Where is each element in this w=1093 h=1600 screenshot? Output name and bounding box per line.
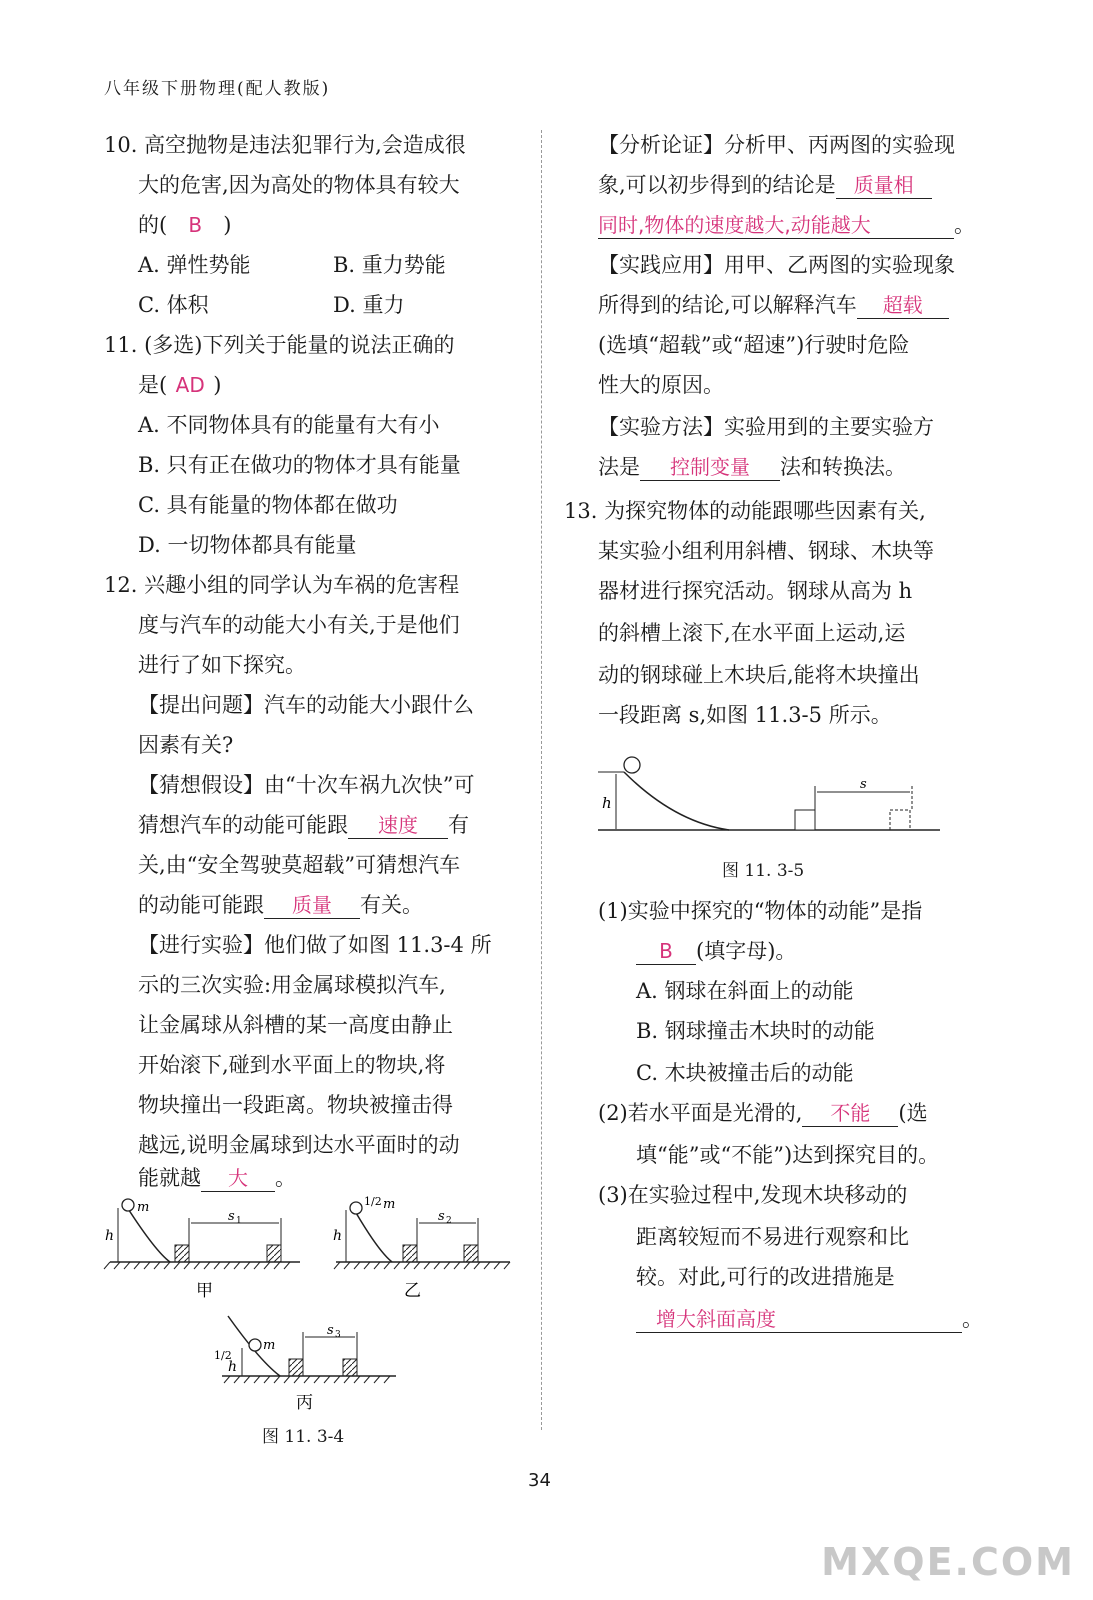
q11-option-a: A. 不同物体具有的能量有大有小 — [138, 413, 440, 437]
q13-part-1-line-1: (1)实验中探究的“物体的动能”是指 — [598, 899, 923, 923]
q12-application-line-2: 所得到的结论,可以解释汽车 超载 — [598, 290, 949, 320]
q11-line-1: 11. (多选)下列关于能量的说法正确的 — [104, 333, 455, 357]
q10-option-d: D. 重力 — [333, 293, 405, 317]
q10-line-1: 10. 高空抛物是违法犯罪行为,会造成很 — [104, 133, 466, 157]
q12-line-14: 物块撞出一段距离。物块被撞击得 — [138, 1093, 453, 1117]
q10-option-b: B. 重力势能 — [333, 253, 446, 277]
q12-line-2: 度与汽车的动能大小有关,于是他们 — [138, 613, 460, 637]
q13-part-2-line-2: 填“能”或“不能”)达到探究目的。 — [636, 1143, 940, 1167]
q12-line-15: 越远,说明金属球到达水平面时的动 — [138, 1133, 460, 1157]
q13-line-6: 一段距离 s,如图 11.3-5 所示。 — [598, 703, 892, 727]
q12-line-10: 【进行实验】他们做了如图 11.3-4 所 — [138, 933, 492, 957]
q12-blank-conclusion-2: 同时,物体的速度越大,动能越大 — [598, 212, 954, 239]
q12-application-line-4: 性大的原因。 — [598, 373, 724, 397]
q13-line-4: 的斜槽上滚下,在水平面上运动,运 — [598, 621, 906, 645]
q12-analysis-line-3: 同时,物体的速度越大,动能越大 。 — [598, 213, 975, 237]
q12-blank-overload: 超载 — [857, 292, 949, 319]
q12-line-13: 开始滚下,碰到水平面上的物块,将 — [138, 1053, 446, 1077]
q12-line-5: 因素有关? — [138, 733, 234, 757]
svg-text:m: m — [383, 1197, 396, 1212]
figure-11-3-4 — [100, 1196, 520, 1446]
wooden-block — [795, 810, 815, 830]
q13-line-3: 器材进行探究活动。钢球从高为 h — [598, 579, 913, 603]
svg-text:2: 2 — [446, 1216, 452, 1226]
q12-line-7: 猜想汽车的动能可能跟 速度 有 — [138, 813, 469, 837]
q12-line-3: 进行了如下探究。 — [138, 653, 306, 677]
q13-line-5: 动的钢球碰上木块后,能将木块撞出 — [598, 663, 920, 687]
q12-analysis-line-1: 【分析论证】分析甲、丙两图的实验现 — [598, 133, 955, 157]
page-header: 八年级下册物理(配人教版) — [104, 79, 331, 99]
diagram-bing — [214, 1316, 396, 1413]
q13-blank-1: B — [636, 938, 696, 965]
q13-blank-3: 增大斜面高度 — [636, 1306, 962, 1333]
svg-text:乙: 乙 — [404, 1281, 421, 1301]
block — [175, 1245, 189, 1262]
q13-part-3-line-1: (3)在实验过程中,发现木块移动的 — [598, 1183, 908, 1207]
q11-option-d: D. 一切物体都具有能量 — [138, 533, 357, 557]
q13-line-2: 某实验小组利用斜槽、钢球、木块等 — [598, 539, 934, 563]
diagram-jia — [104, 1199, 300, 1301]
q12-application-line-1: 【实践应用】用甲、乙两图的实验现象 — [598, 253, 955, 277]
q12-method-line-1: 【实验方法】实验用到的主要实验方 — [598, 415, 934, 439]
q12-blank-method: 控制变量 — [640, 454, 780, 481]
svg-text:丙: 丙 — [296, 1393, 313, 1413]
q12-line-1: 12. 兴趣小组的同学认为车祸的危害程 — [104, 573, 460, 597]
q13-line-1: 13. 为探究物体的动能跟哪些因素有关, — [564, 499, 926, 523]
svg-text:甲: 甲 — [196, 1281, 213, 1301]
svg-text:1: 1 — [236, 1216, 242, 1226]
diagram-yi — [333, 1196, 510, 1301]
svg-text:s: s — [327, 1323, 334, 1338]
q11-option-b: B. 只有正在做功的物体才具有能量 — [138, 453, 461, 477]
q12-blank-conclusion-1: 质量相 — [836, 172, 932, 199]
q13-part-1-line-2: B (填字母)。 — [636, 936, 796, 966]
q13-part-3-line-2: 距离较短而不易进行观察和比 — [636, 1225, 909, 1249]
q12-blank-large: 大 — [201, 1165, 275, 1192]
q10-line-2: 大的危害,因为高处的物体具有较大 — [138, 173, 460, 197]
steel-ball — [624, 757, 640, 773]
figure-11-3-5-caption: 图 11. 3-5 — [722, 861, 805, 881]
svg-text:m: m — [137, 1200, 150, 1215]
q13-part-2-line-1: (2)若水平面是光滑的, 不能 (选 — [598, 1101, 928, 1125]
svg-text:h: h — [105, 1228, 115, 1244]
q12-analysis-line-2: 象,可以初步得到的结论是 质量相 — [598, 170, 932, 200]
q12-line-16: 能就越 大 。 — [138, 1166, 296, 1190]
q13-blank-2: 不能 — [802, 1100, 898, 1127]
q12-line-11: 示的三次实验:用金属球模拟汽车, — [138, 973, 446, 997]
svg-text:s: s — [860, 777, 867, 792]
ball-m — [122, 1199, 134, 1211]
svg-text:m: m — [263, 1338, 276, 1353]
figure-11-3-4-caption: 图 11. 3-4 — [262, 1427, 345, 1447]
svg-text:3: 3 — [335, 1330, 341, 1340]
q10-line-3: 的( B ) — [138, 210, 231, 240]
q13-part-3-line-4: 增大斜面高度 。 — [636, 1304, 983, 1334]
q10-answer: B — [188, 213, 203, 237]
q12-line-9: 的动能可能跟 质量 有关。 — [138, 893, 423, 917]
figure-11-3-5 — [594, 752, 944, 838]
q12-blank-speed: 速度 — [348, 812, 448, 839]
q11-option-c: C. 具有能量的物体都在做功 — [138, 493, 398, 517]
q12-line-6: 【猜想假设】由“十次车祸九次快”可 — [138, 773, 475, 797]
column-divider — [541, 130, 542, 1430]
page-number: 34 — [528, 1470, 551, 1491]
q11-answer: AD — [175, 373, 205, 397]
svg-text:s: s — [438, 1209, 445, 1224]
q13-part-3-line-3: 较。对此,可行的改进措施是 — [636, 1265, 895, 1289]
q10-option-a: A. 弹性势能 — [138, 253, 251, 277]
svg-text:s: s — [228, 1209, 235, 1224]
q13-option-b: B. 钢球撞击木块时的动能 — [636, 1019, 875, 1043]
q12-application-line-3: (选填“超载”或“超速”)行驶时危险 — [598, 333, 910, 357]
q12-method-line-2: 法是 控制变量 法和转换法。 — [598, 455, 906, 479]
q12-line-8: 关,由“安全驾驶莫超载”可猜想汽车 — [138, 853, 461, 877]
svg-text:1/2: 1/2 — [214, 1349, 232, 1362]
q10-option-c: C. 体积 — [138, 293, 209, 317]
q12-line-4: 【提出问题】汽车的动能大小跟什么 — [138, 693, 474, 717]
q11-line-2: 是( AD ) — [138, 370, 221, 400]
svg-text:1/2: 1/2 — [364, 1196, 382, 1208]
svg-text:h: h — [333, 1228, 343, 1244]
q12-blank-mass: 质量 — [264, 892, 360, 919]
q13-option-c: C. 木块被撞击后的动能 — [636, 1061, 854, 1085]
svg-text:h: h — [228, 1359, 238, 1375]
q13-option-a: A. 钢球在斜面上的动能 — [636, 979, 854, 1003]
svg-text:h: h — [602, 794, 612, 812]
q12-line-12: 让金属球从斜槽的某一高度由静止 — [138, 1013, 453, 1037]
watermark: MXQE.COM — [821, 1540, 1075, 1584]
